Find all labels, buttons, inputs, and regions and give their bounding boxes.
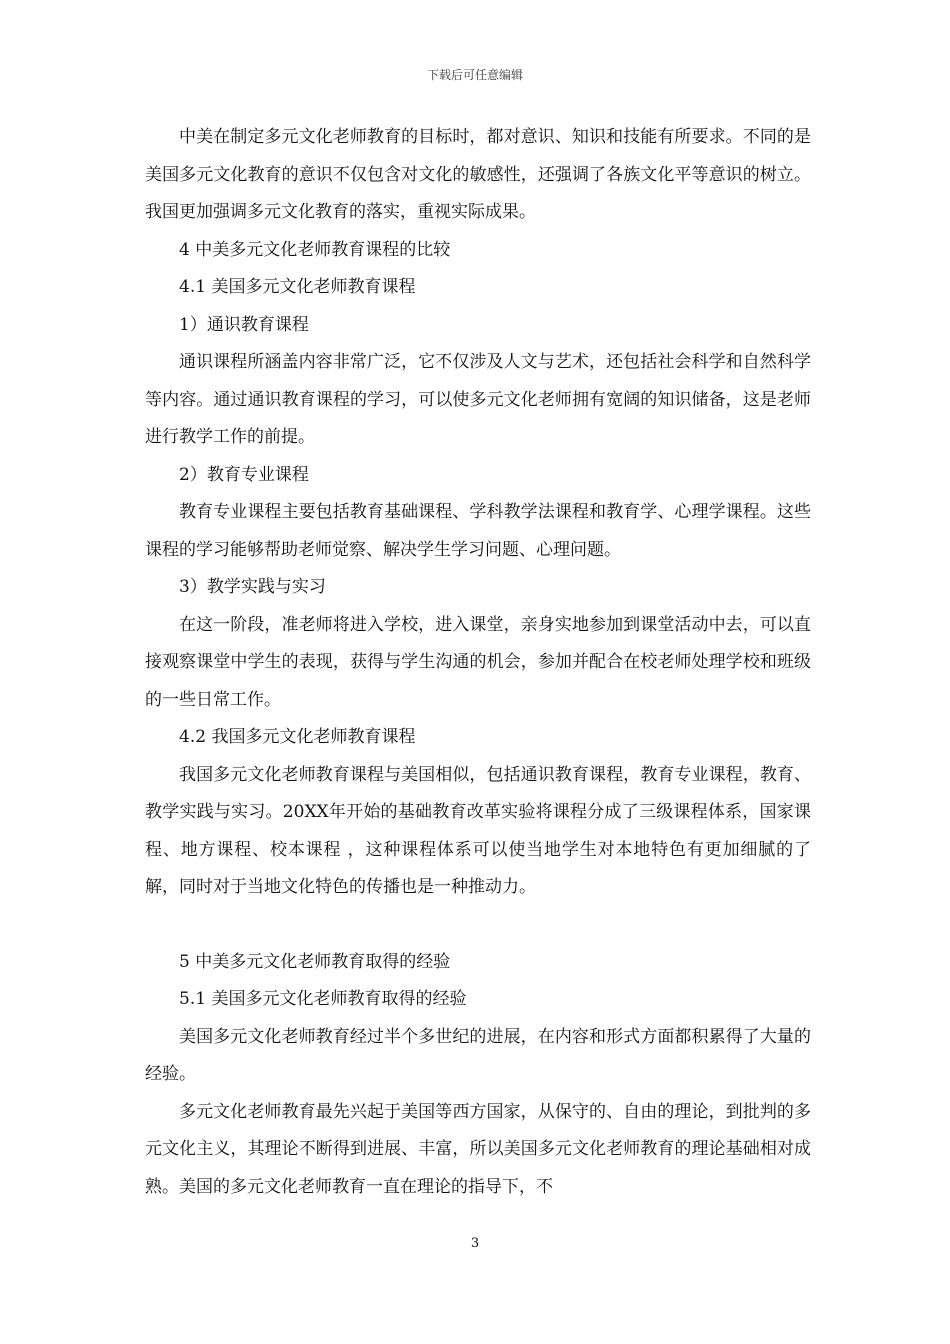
section-heading: 5 中美多元文化老师教育取得的经验 [179,951,451,972]
paragraph: 多元文化老师教育最先兴起于美国等西方国家，从保守的、自由的理论，到批判的多元文化主义，其理论不断得到进展、丰富，所以美国多元文化老师教育的理论基础相对成熟。美国的多元文化老师教育一直在理论的指导下，不 [145,1101,811,1197]
section-heading: 1）通识教育课程 [179,314,309,335]
section-heading: 4.1 美国多元文化老师教育课程 [179,277,416,297]
paragraph: 我国多元文化老师教育课程与美国相似，包括通识教育课程，教育专业课程，教育、教学实践与实习。20XX年开始的基础教育改革实验将课程分成了三级课程体系，国家课程、地方课程、校本课程 ，这种课程体系可以使当地学生对本地特色有更加细腻的了解，同时对于当地文化特色的传播也是一种推动力。 [145,764,811,897]
paragraph: 在这一阶段，准老师将进入学校，进入课堂，亲身实地参加到课堂活动中去，可以直接观察课堂中学生的表现，获得与学生沟通的机会，参加并配合在校老师处理学校和班级的一些日常工作。 [145,614,811,710]
paragraph: 通识课程所涵盖内容非常广泛，它不仅涉及人文与艺术，还包括社会科学和自然科学等内容。通过通识教育课程的学习，可以使多元文化老师拥有宽阔的知识储备，这是老师进行教学工作的前提。 [145,352,811,447]
blank-line [145,907,811,944]
section-heading: 4 中美多元文化老师教育课程的比较 [179,239,451,260]
paragraph: 美国多元文化老师教育经过半个多世纪的进展，在内容和形式方面都积累得了大量的经验。 [145,1026,811,1084]
section-heading: 5.1 美国多元文化老师教育取得的经验 [179,989,467,1009]
paragraph: 教育专业课程主要包括教育基础课程、学科教学法课程和教育学、心理学课程。这些课程的学习能够帮助老师觉察、解决学生学习问题、心理问题。 [145,502,811,560]
section-heading: 3）教学实践与实习 [179,577,326,597]
section-heading: 4.2 我国多元文化老师教育课程 [179,727,416,747]
paragraph: 中美在制定多元文化老师教育的目标时，都对意识、知识和技能有所要求。不同的是美国多元文化教育的意识不仅包含对文化的敏感性，还强调了各族文化平等意识的树立。我国更加强调多元文化教育的落实，重视实际成果。 [145,127,811,222]
section-heading: 2）教育专业课程 [179,464,309,485]
document-body [145,119,811,1206]
page-number: 3 [470,1236,480,1251]
page-header: 下载后可任意编辑 [426,68,523,82]
